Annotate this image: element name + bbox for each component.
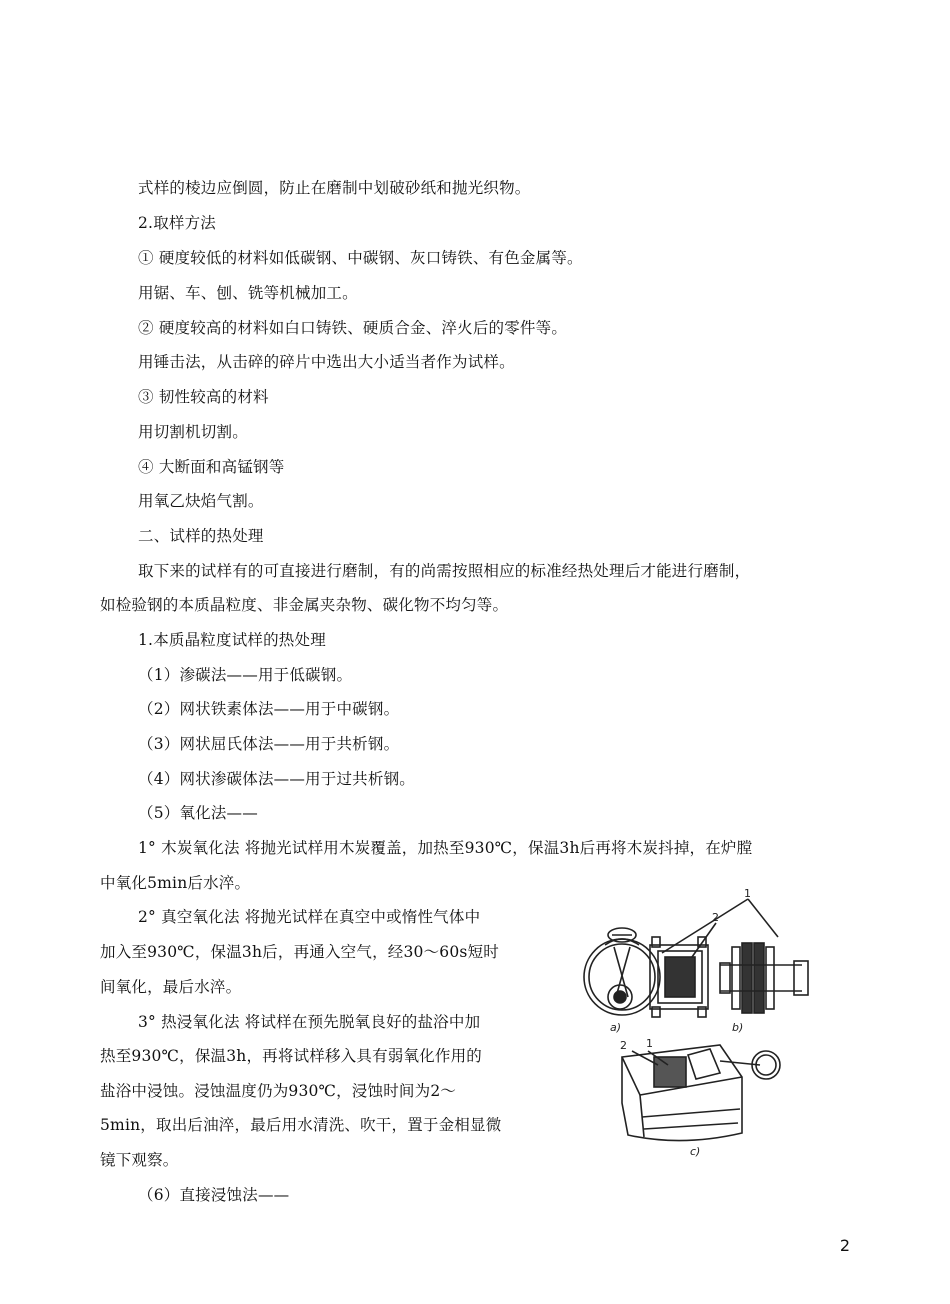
figure-label-c-1: 1 [646,1037,653,1050]
text-line: 盐浴中浸蚀。浸蚀温度仍为930℃，浸蚀时间为2～ [100,1082,457,1100]
text-line: 取下来的试样有的可直接进行磨制，有的尚需按照相应的标准经热处理后才能进行磨制， [138,562,751,580]
section-heading: 2.取样方法 [138,214,216,232]
figure-label-2: 2 [712,911,719,924]
page-number: 2 [839,1236,850,1255]
text-line: 2° 真空氧化法 将抛光试样在真空中或惰性气体中 [138,908,481,926]
text-line: 加入至930℃，保温3h后，再通入空气，经30～60s短时 [100,943,499,961]
text-line: （3）网状屈氏体法——用于共析钢。 [138,735,400,753]
text-line: （4）网状渗碳体法——用于过共析钢。 [138,770,415,788]
text-line: 式样的棱边应倒圆，防止在磨制中划破砂纸和抛光织物。 [138,179,531,197]
text-line: 用锯、车、刨、铣等机械加工。 [138,284,358,302]
text-line: 5min，取出后油淬，最后用水清洗、吹干，置于金相显微 [100,1116,502,1134]
text-line: （1）渗碳法——用于低碳钢。 [138,666,353,684]
text-line: 中氧化5min后水淬。 [100,874,251,892]
text-line: （2）网状铁素体法——用于中碳钢。 [138,700,400,718]
apparatus-figure [570,885,835,1160]
section-heading: 二、试样的热处理 [138,527,264,545]
text-line: 用氧乙炔焰气割。 [138,492,264,510]
text-line: 1° 木炭氧化法 将抛光试样用木炭覆盖，加热至930℃，保温3h后再将木炭抖掉，在炉膛 [138,839,753,857]
figure-label-1: 1 [744,887,751,900]
text-line: 热至930℃，保温3h，再将试样移入具有弱氧化作用的 [100,1047,482,1065]
section-heading: 1.本质晶粒度试样的热处理 [138,631,326,649]
text-line: （6）直接浸蚀法—— [138,1186,290,1204]
figure-label-c-2: 2 [620,1039,627,1052]
text-line: 镜下观察。 [100,1151,179,1169]
text-line: ② 硬度较高的材料如白口铸铁、硬质合金、淬火后的零件等。 [138,319,568,337]
text-line: 3° 热浸氧化法 将试样在预先脱氧良好的盐浴中加 [138,1013,481,1031]
figure-label-b: b) [732,1021,744,1034]
text-line: 用锤击法，从击碎的碎片中选出大小适当者作为试样。 [138,353,515,371]
figure-label-c: c) [690,1145,701,1158]
text-line: 用切割机切割。 [138,423,248,441]
figure-label-a: a) [610,1021,622,1034]
text-line: ④ 大断面和高锰钢等 [138,458,285,476]
text-line: 间氧化，最后水淬。 [100,978,242,996]
text-line: ① 硬度较低的材料如低碳钢、中碳钢、灰口铸铁、有色金属等。 [138,249,583,267]
text-line: 如检验钢的本质晶粒度、非金属夹杂物、碳化物不均匀等。 [100,596,509,614]
text-line: ③ 韧性较高的材料 [138,388,269,406]
text-line: （5）氧化法—— [138,804,258,822]
